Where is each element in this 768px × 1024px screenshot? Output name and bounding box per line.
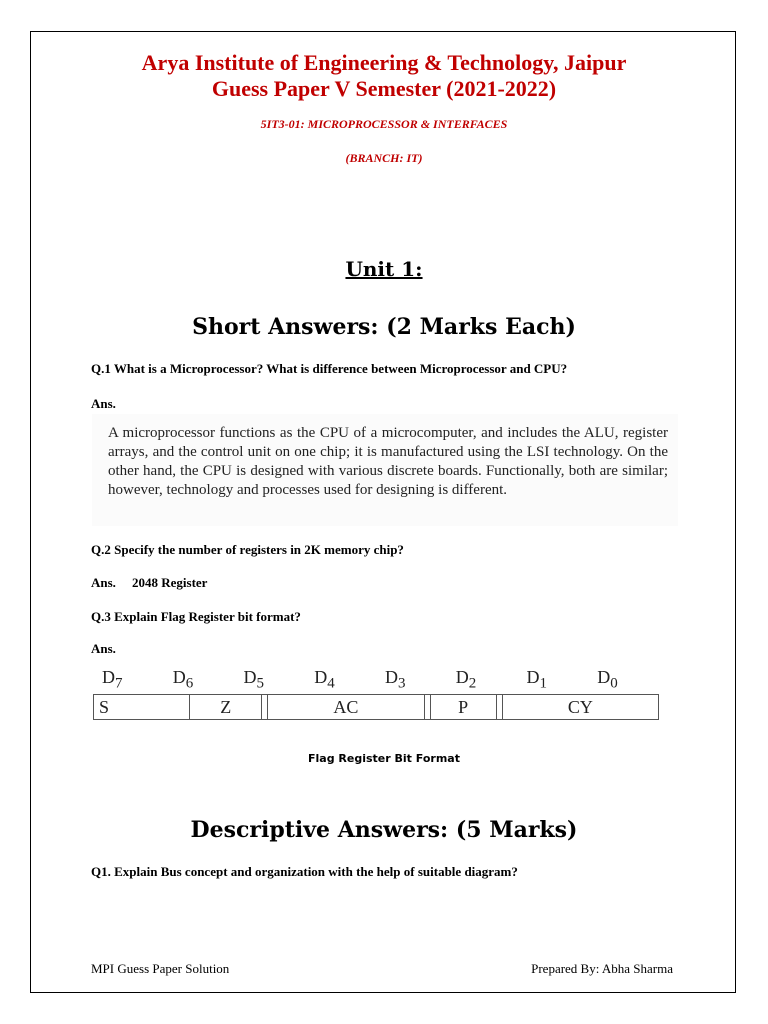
flag-cell-carry: CY (502, 695, 658, 720)
footer-right: Prepared By: Abha Sharma (531, 961, 673, 976)
flag-cell-sign: S (94, 695, 190, 720)
question-2: Q.2 Specify the number of registers in 2K memory chip? (91, 542, 404, 557)
bit-label-d6: $D_6$ (172, 667, 194, 692)
bit-label-d1: $D_1$ (526, 667, 547, 692)
answer-label-2: Ans. (91, 575, 116, 590)
answer-label-3: Ans. (91, 641, 116, 656)
answer-2-text: 2048 Register (132, 575, 208, 590)
flag-bit-labels (96, 667, 662, 692)
short-answers-heading: Short Answers: (2 Marks Each) (192, 314, 576, 340)
flag-cell-aux-carry: AC (268, 695, 424, 720)
flag-register-table (93, 694, 659, 720)
branch-label: (BRANCH: IT) (345, 151, 423, 165)
subject-code: 5IT3-01: MICROPROCESSOR & INTERFACES (260, 117, 508, 131)
unit-title: Unit 1: (345, 257, 423, 281)
bit-label-d3: $D_3$ (385, 667, 406, 692)
bit-label-d7: $D_7$ (102, 667, 123, 692)
paper-title: Guess Paper V Semester (2021-2022) (211, 76, 557, 101)
question-1: Q.1 What is a Microprocessor? What is difference between Microprocessor and CPU? (91, 361, 568, 376)
footer-left: MPI Guess Paper Solution (91, 961, 230, 976)
bit-label-d4: $D_4$ (314, 667, 335, 692)
descriptive-answers-heading: Descriptive Answers: (5 Marks) (190, 817, 578, 843)
bit-label-d0: $D_0$ (597, 667, 618, 692)
flag-cell-zero: Z (190, 695, 262, 720)
answer-label-1: Ans. (91, 396, 116, 411)
institute-name: Arya Institute of Engineering & Technology, Jaipur (141, 50, 627, 75)
bit-label-d5: $D_5$ (243, 667, 264, 692)
descriptive-question-1: Q1. Explain Bus concept and organization with the help of suitable diagram? (91, 864, 518, 879)
question-3: Q.3 Explain Flag Register bit format? (91, 609, 301, 624)
flag-register-row (94, 695, 659, 720)
flag-register-caption: Flag Register Bit Format (308, 752, 460, 765)
flag-cell-parity: P (430, 695, 496, 720)
bit-label-d2: $D_2$ (455, 667, 477, 692)
answer-1-text: A microprocessor functions as the CPU of a microcomputer, and includes the ALU, register arrays, and the control unit on one chip; it is manufactured using the LSI technology. On the other hand, the CPU is designed with various discrete boards. Functionally, both are similar; however, technology and processes used for designing is different. (108, 425, 668, 498)
